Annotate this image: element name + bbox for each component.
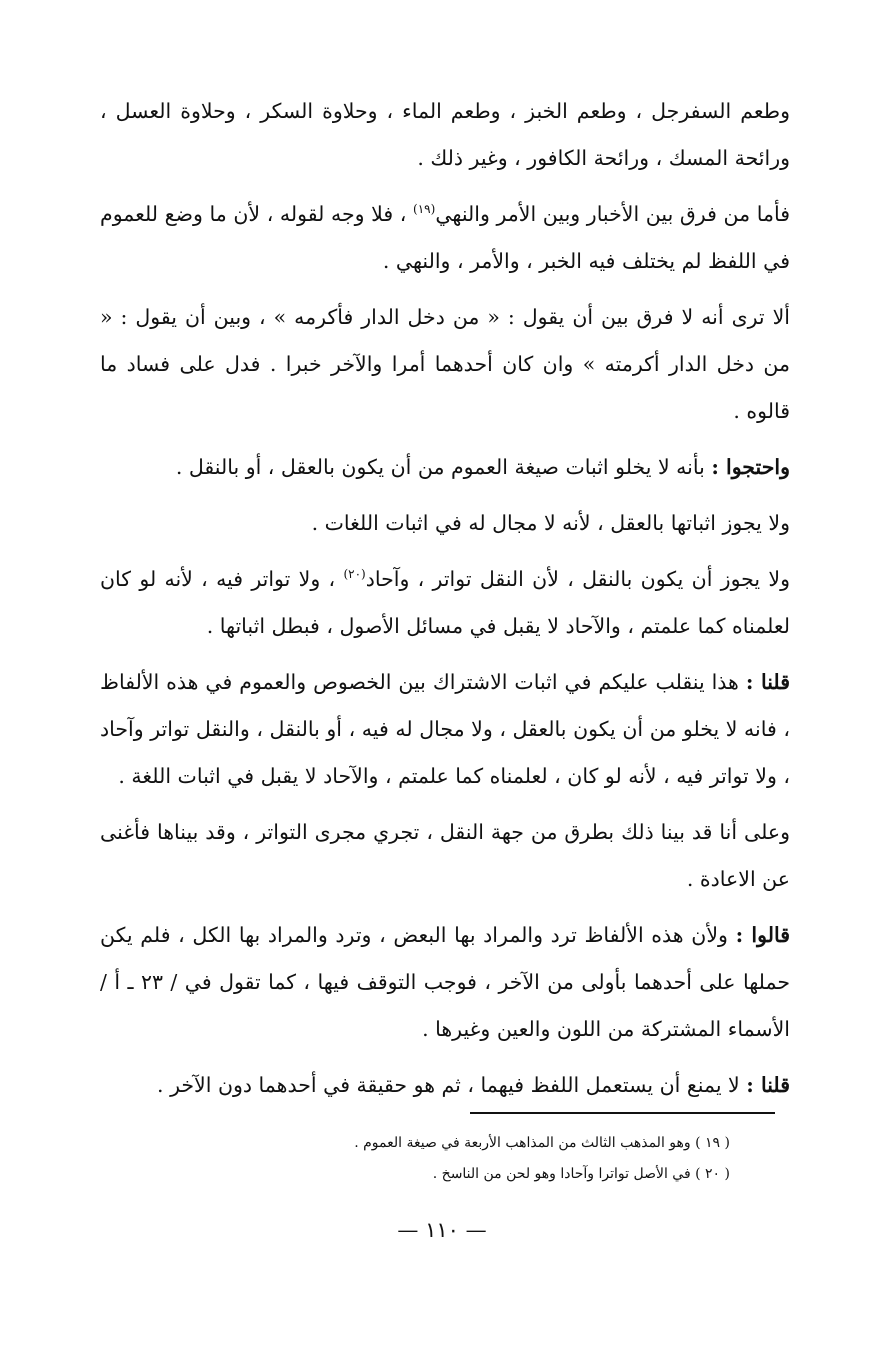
paragraph-text: لا يمنع أن يستعمل اللفظ فيهما ، ثم هو حقيقة في أحدهما دون الآخر . [157, 1073, 747, 1097]
lead-word: قالوا : [735, 923, 790, 947]
footnote-ref-19: (١٩) [413, 202, 436, 217]
paragraph: وعلى أنا قد بينا ذلك بطرق من جهة النقل ، تجري مجرى التواتر ، وقد بيناها فأغنى عن الاعادة . [100, 820, 790, 891]
paragraph-text: هذا ينقلب عليكم في اثبات الاشتراك بين الخصوص والعموم في هذه الألفاظ ، فانه لا يخلو من أن يكون بالعقل ، ولا مجال له فيه ، أو بالنقل ، والنقل تواتر وآحاد ، ولا تواتر فيه ، لأنه لو كان ، لعلمناه كما علمتم ، والآحاد لا يقبل في اثبات اللغة . [100, 670, 790, 788]
lead-word: قلنا : [745, 670, 790, 694]
paragraph [100, 912, 790, 1053]
footnote-ref-20: (٢٠) [343, 567, 366, 582]
paragraph [100, 1062, 790, 1109]
paragraph [100, 659, 790, 800]
paragraph-text: ولأن هذه الألفاظ ترد والمراد بها البعض ، وترد والمراد بها الكل ، فلم يكن حملها على أحدهما بأولى من الآخر ، فوجب التوقف فيها ، كما تقول في / ٢٣ ـ أ / الأسماء المشتركة من اللون والعين وغيرها . [100, 923, 790, 1041]
main-text [100, 88, 790, 1118]
lead-word: قلنا : [746, 1073, 790, 1097]
footnote-divider [470, 1112, 775, 1114]
page-number: — ١١٠ — [397, 1218, 487, 1242]
footnote-20: ( ٢٠ ) في الأصل تواترا وآحادا وهو لحن من الناسخ . [432, 1166, 730, 1182]
paragraph-text: ، فلا وجه لقوله ، لأن ما وضع للعموم في اللفظ لم يختلف فيه الخبر ، والأمر ، والنهي . [100, 202, 790, 273]
paragraph [100, 444, 790, 491]
paragraph [100, 191, 790, 285]
paragraph-text: ولا يجوز أن يكون بالنقل ، لأن النقل تواتر ، وآحاد [365, 567, 790, 591]
paragraph-text: ، ولا تواتر فيه ، لأنه لو كان لعلمناه كما علمتم ، والآحاد لا يقبل في مسائل الأصول ، فبطل اثباتها . [100, 567, 790, 638]
lead-word: واحتجوا : [711, 455, 790, 479]
paragraph: ولا يجوز اثباتها بالعقل ، لأنه لا مجال له في اثبات اللغات . [311, 511, 790, 535]
paragraph [100, 556, 790, 650]
footnote-19: ( ١٩ ) وهو المذهب الثالث من المذاهب الأربعة في صيغة العموم . [354, 1135, 730, 1151]
footnotes [300, 1128, 730, 1190]
paragraph: وطعم السفرجل ، وطعم الخبز ، وطعم الماء ، وحلاوة السكر ، وحلاوة العسل ، ورائحة المسك ، ورائحة الكافور ، وغير ذلك . [100, 99, 790, 170]
paragraph-text: بأنه لا يخلو اثبات صيغة العموم من أن يكون بالعقل ، أو بالنقل . [175, 455, 712, 479]
paragraph: ألا ترى أنه لا فرق بين أن يقول : « من دخل الدار فأكرمه » ، وبين أن يقول : « من دخل الدار أكرمته » وان كان أحدهما أمرا والآخر خبرا . فدل على فساد ما قالوه . [100, 305, 790, 423]
paragraph-text: فأما من فرق بين الأخبار وبين الأمر والنهي [435, 202, 791, 226]
